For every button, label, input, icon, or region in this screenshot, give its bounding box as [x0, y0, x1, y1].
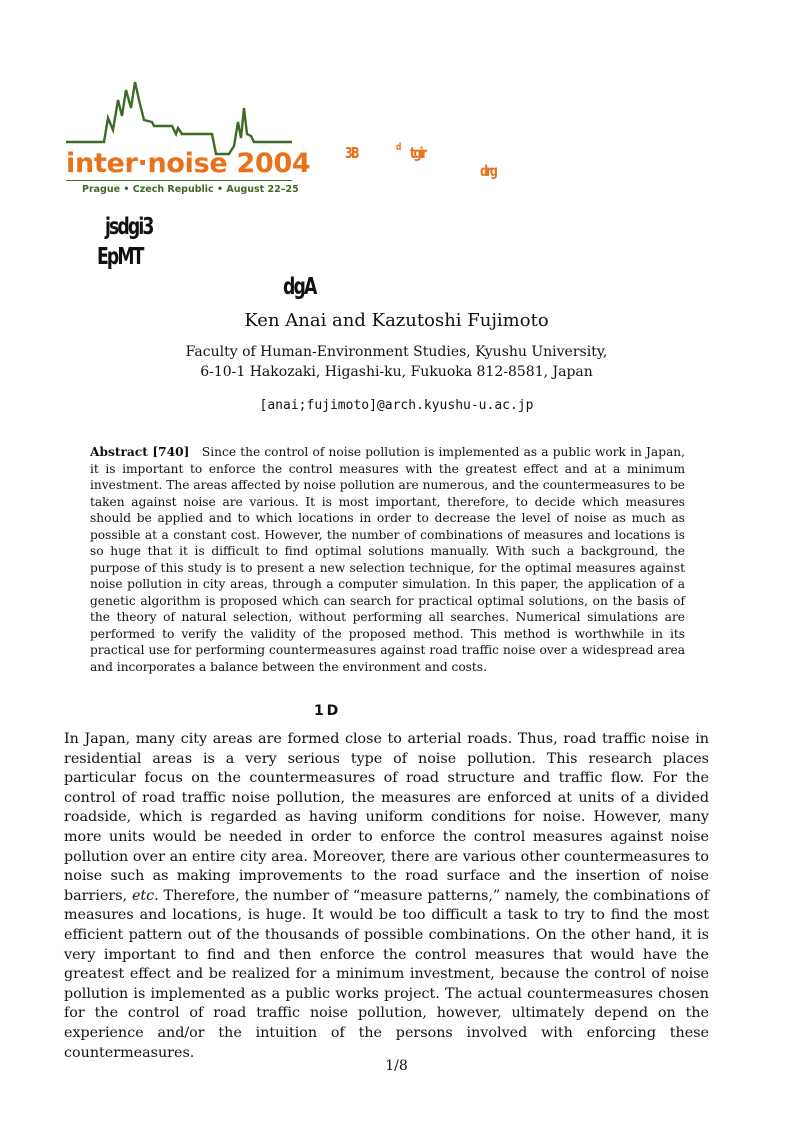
page-number: 1/8	[385, 1058, 408, 1074]
logo-skyline	[66, 82, 292, 154]
logo-subtitle: Prague • Czech Republic • August 22–25	[82, 184, 299, 195]
abstract-label: Abstract [740]	[90, 445, 190, 459]
abstract-text: Since the control of noise pollution is implemented as a public work in Japan, it is important to enforce the control measures with the greatest effect and at a minimum investment. The areas affected by noise pollution are numerous, and the countermeasures to be taken against noise are various. It is most important, therefore, to decide which measures should be applied and to which locations in order to decrease the level of noise as much as possible at a constant cost. However, the number of combinations of measures and locations is so huge that it is difficult to find optimal solutions manually. With such a background, the purpose of this study is to present a new selection technique, for the optimal measures against noise pollution in city areas, through a computer simulation. In this paper, the application of a genetic algorithm is proposed which can search for practical optimal solutions, on the basis of the theory of natural selection, without performing all searches. Numerical simulations are performed to verify the validity of the proposed method. This method is worthwhile in its practical use for performing countermeasures against road traffic noise over a widespread area and incorporates a balance between the environment and costs.	[90, 445, 685, 674]
affiliation-line1: Faculty of Human-Environment Studies, Kyushu University,	[185, 344, 608, 360]
abstract	[90, 444, 685, 675]
para-start: In Japan, many city areas are formed close to arterial roads. Thus, road traffic noise in residential areas is a very serious type of noise pollution. This research places particular focus on the countermeasures of road structure and traffic flow. For the control of road traffic noise pollution, the measures are enforced at units of a divided roadside, which is regarded as having uniform conditions for noise. However, many more units would be needed in order to enforce the control measures against noise pollution over an entire city area. Moreover, there are various other countermeasures to noise such as making improvements to the road surface and the insertion of noise barriers,	[64, 731, 709, 904]
email: [anai;fujimoto]@arch.kyushu-u.ac.jp	[259, 398, 534, 413]
logo-rule	[66, 180, 292, 181]
paper-title-line2: EpMT	[97, 244, 143, 270]
logo-text: inter·noise 2004	[66, 148, 311, 179]
affiliation	[0, 342, 793, 382]
paper-title-line1: jsdgi3	[105, 214, 153, 240]
affiliation-line2: 6-10-1 Hakozaki, Higashi-ku, Fukuoka 812-8581, Japan	[200, 364, 593, 380]
section-heading: 1 D	[314, 703, 338, 719]
para-end: Therefore, the number of “measure patterns,” namely, the combinations of measures and locations, is huge. It would be too difficult a task to try to find the most efficient pattern out of the thousands of possible combinations. On the other hand, it is very important to find and then enforce the control measures that would have the greatest effect and be realized for a minimum investment, because the control of noise pollution is implemented as a public works project. The actual countermeasures chosen for the control of road traffic noise pollution, however, ultimately depend on the experience and/or the intuition of the persons involved with enforcing these countermeasures.	[64, 887, 710, 1061]
para-etc: etc.	[131, 887, 159, 904]
introduction-paragraph	[64, 730, 709, 1063]
header-glyph-2: d	[396, 142, 400, 153]
header-glyph-4: drg	[480, 162, 497, 180]
header-glyph-1: 3B	[345, 144, 358, 162]
title-label: dgA	[283, 274, 316, 300]
header-glyph-3: tgir	[410, 144, 426, 162]
authors: Ken Anai and Kazutoshi Fujimoto	[244, 310, 549, 331]
